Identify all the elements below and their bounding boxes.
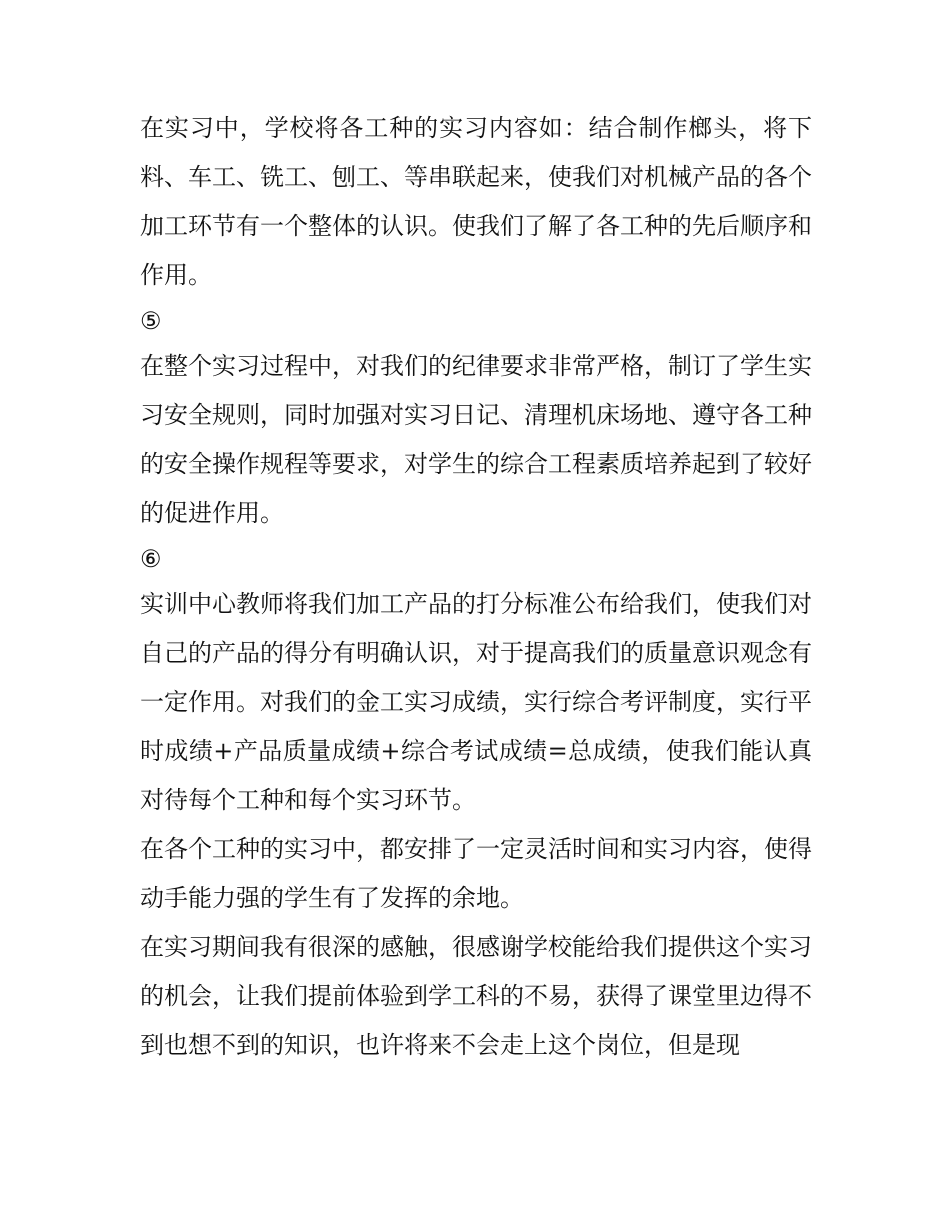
document-body [140,104,812,1070]
list-marker-5: ⑤ [140,307,162,335]
paragraph-practice-sequence: 在实习中，学校将各工种的实习内容如：结合制作榔头，将下料、车工、铣工、刨工、等串联起来，使我们对机械产品的各个加工环节有一个整体的认识。使我们了解了各工种的先后顺序和作用。 [140,114,812,289]
paragraph-discipline: 在整个实习过程中，对我们的纪律要求非常严格，制订了学生实习安全规则，同时加强对实习日记、清理机床场地、遵守各工种的安全操作规程等要求，对学生的综合工程素质培养起到了较好的促进作用。 [140,352,812,527]
paragraph-grading: 实训中心教师将我们加工产品的打分标准公布给我们，使我们对自己的产品的得分有明确认识，对于提高我们的质量意识观念有一定作用。对我们的金工实习成绩，实行综合考评制度，实行平时成绩+产品质量成绩+综合考试成绩=总成绩，使我们能认真对待每个工种和每个实习环节。 [140,590,812,814]
paragraph-flexible-time: 在各个工种的实习中，都安排了一定灵活时间和实习内容，使得动手能力强的学生有了发挥的余地。 [140,835,812,912]
list-marker-6: ⑥ [140,545,162,573]
paragraph-reflection: 在实习期间我有很深的感触，很感谢学校能给我们提供这个实习的机会，让我们提前体验到学工科的不易，获得了课堂里边得不到也想不到的知识，也许将来不会走上这个岗位，但是现 [140,933,812,1059]
